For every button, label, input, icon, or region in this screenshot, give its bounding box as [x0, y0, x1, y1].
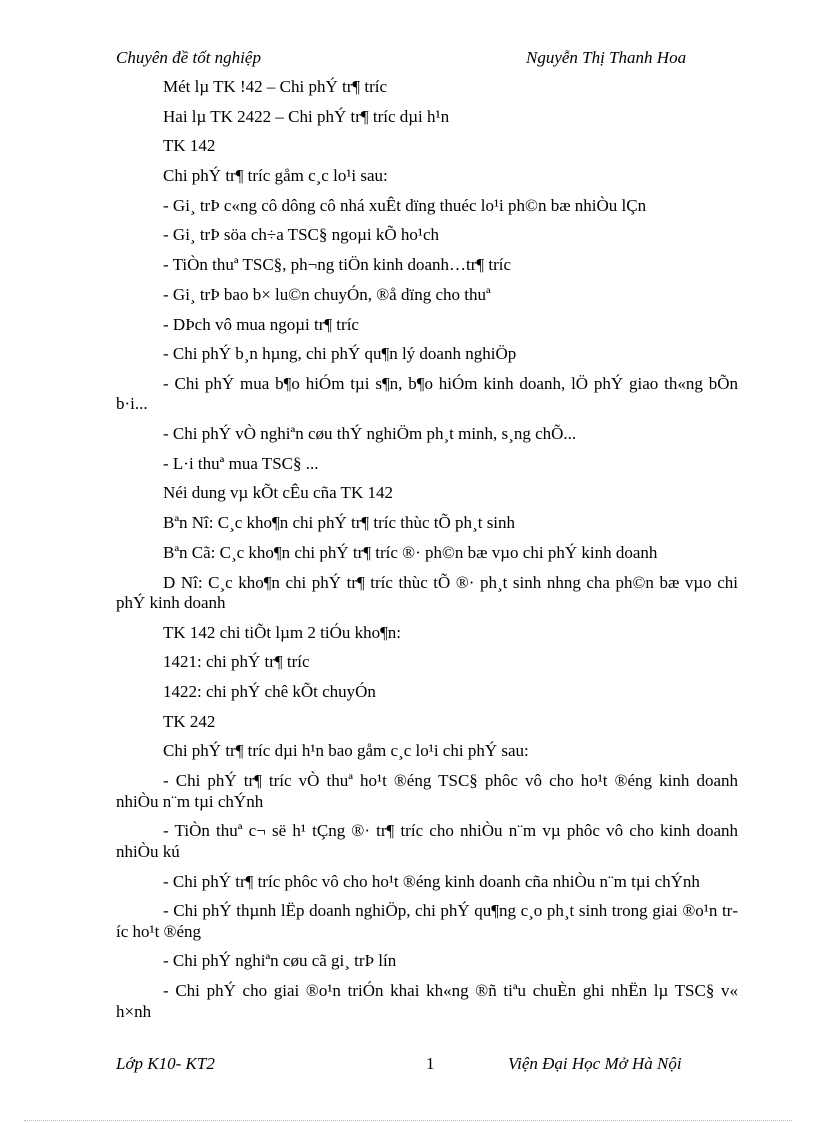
paragraph: - Chi phÝ cho giai ®o¹n triÓn khai kh«ng ®ñ tiªu chuÈn ghi nhËn lµ TSC§ v« h×nh [116, 981, 738, 1021]
page-number: 1 [426, 1054, 435, 1073]
paragraph: - Chi phÝ tr¶ tríc vÒ thuª ho¹t ®éng TSC§ phôc vô cho ho¹t ®éng kinh doanh nhiÒu n¨m tµi chÝnh [116, 771, 738, 811]
paragraph: Bªn Nî: C¸c kho¶n chi phÝ tr¶ tríc thùc tÕ ph¸t sinh [163, 513, 516, 533]
paragraph: - Gi¸ trÞ söa ch÷a TSC§ ngoµi kÕ ho¹ch [163, 225, 440, 245]
paragraph: - Chi phÝ thµnh lËp doanh nghiÖp, chi phÝ qu¶ng c¸o ph¸t sinh trong giai ®o¹n tríc ho¹t ®éng [116, 901, 738, 941]
paragraph: - Chi phÝ b¸n hµng, chi phÝ qu¶n lý doanh nghiÖp [163, 344, 517, 364]
paragraph: - Chi phÝ nghiªn cøu cã gi¸ trÞ lín [163, 951, 397, 971]
paragraph: Hai lµ TK 2422 – Chi phÝ tr¶ tríc dµi h¹n [163, 106, 450, 126]
paragraph: - Chi phÝ vÒ nghiªn cøu thÝ nghiÖm ph¸t minh, s¸ng chÕ... [163, 424, 577, 444]
paragraph: - Gi¸ trÞ c«ng cô dông cô nhá xuÊt dïng thuéc lo¹i ph©n bæ nhiÒu lÇn [163, 195, 647, 215]
paragraph: Chi phÝ tr¶ tríc dµi h¹n bao gåm c¸c lo¹i chi phÝ sau: [163, 741, 529, 761]
paragraph: Chi phÝ tr¶ tríc gåm c¸c lo¹i sau: [163, 166, 388, 186]
bottom-dotted-border [24, 1120, 792, 1121]
document-body [116, 77, 738, 1031]
paragraph: - L·i thuª mua TSC§ ... [163, 453, 319, 473]
paragraph: - Gi¸ trÞ bao b× lu©n chuyÓn, ®å dïng cho thuª [163, 284, 491, 304]
paragraph: TK 242 [163, 711, 216, 731]
page-header [116, 48, 738, 72]
header-author: Nguyễn Thị Thanh Hoa [526, 48, 687, 67]
footer-institution: Viện Đại Học Mở Hà Nội [508, 1054, 682, 1073]
paragraph: D Nî: C¸c kho¶n chi phÝ tr¶ tríc thùc tÕ ®· ph¸t sinh nhng cha ph©n bæ vµo chi phÝ kinh doanh [116, 572, 738, 612]
paragraph: - Chi phÝ tr¶ tríc phôc vô cho ho¹t ®éng kinh doanh cña nhiÒu n¨m tµi chÝnh [163, 871, 700, 891]
paragraph: Mét lµ TK !42 – Chi phÝ tr¶ tríc [163, 77, 387, 96]
paragraph: 1421: chi phÝ tr¶ tríc [163, 652, 310, 672]
paragraph: - TiÒn thuª c¬ së h¹ tÇng ®· tr¶ tríc cho nhiÒu n¨m vµ phôc vô cho kinh doanh nhiÒu kú [116, 821, 738, 861]
header-left-text: Chuyên đề tốt nghiệp [116, 48, 261, 67]
paragraph: TK 142 [163, 136, 216, 156]
page-footer [116, 1054, 738, 1078]
footer-class-text: Lớp K10- KT2 [116, 1054, 215, 1073]
paragraph: Néi dung vµ kÕt cÊu cña TK 142 [163, 483, 393, 503]
paragraph: - DÞch vô mua ngoµi tr¶ tríc [163, 314, 359, 334]
paragraph: 1422: chi phÝ chê kÕt chuyÓn [163, 682, 376, 702]
paragraph: TK 142 chi tiÕt lµm 2 tiÓu kho¶n: [163, 622, 402, 642]
paragraph: Bªn Cã: C¸c kho¶n chi phÝ tr¶ tríc ®· ph©n bæ vµo chi phÝ kinh doanh [163, 542, 658, 562]
paragraph: - TiÒn thuª TSC§, ph¬ng tiÖn kinh doanh…tr¶ tríc [163, 255, 511, 275]
paragraph: - Chi phÝ mua b¶o hiÓm tµi s¶n, b¶o hiÓm kinh doanh, lÖ phÝ giao th«ng bÕn b·i... [116, 373, 738, 414]
